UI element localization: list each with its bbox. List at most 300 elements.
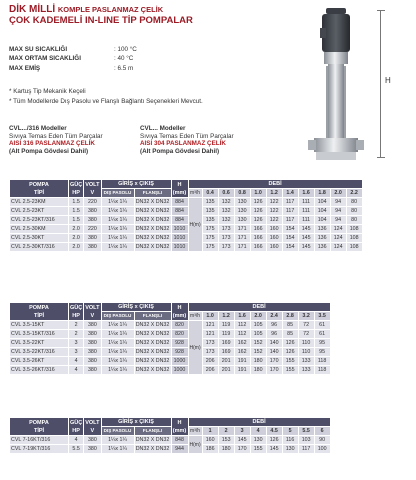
flow-value: 1.6 [235,312,250,320]
table-row [10,225,362,233]
voltage: 380 [84,216,100,224]
head-value: 124 [331,234,346,242]
flange-connection: DN32 X DN32 [135,331,170,337]
head-value: 170 [235,445,250,453]
height-mm: 884 [172,216,188,224]
flange-connection: DN32 X DN32 [135,199,170,205]
flange-connection: DN32 X DN32 [135,349,170,355]
flow-value: 5 [283,427,298,435]
head-value: 80 [347,216,362,224]
head-value: 116 [283,436,298,444]
threaded-connection: 1¼x 1¼ [102,339,134,347]
head-value: 104 [315,216,330,224]
head-value: 173 [219,234,234,242]
voltage: 380 [84,339,100,347]
head-value: 112 [235,321,250,329]
pump-model: CVL 2.5-23KM [10,198,68,206]
head-value: 191 [235,357,250,365]
head-value: 206 [203,357,218,365]
col-dis-pasolu: DIŞ PASOLU [102,189,134,197]
head-value: 132 [219,207,234,215]
col-giris: GİRİŞ x ÇIKIŞ [102,418,171,426]
spec-row [9,64,137,73]
head-value: 118 [315,366,330,374]
head-value: 169 [219,339,234,347]
flow-value: 2.0 [251,312,266,320]
threaded-connection: 1¼x 1¼ [102,348,134,356]
flow-value: 2.4 [267,312,282,320]
spec-table [9,417,331,454]
flange-connection: DN32 X DN32 [135,208,170,214]
head-value: 171 [235,243,250,251]
voltage: 380 [84,243,100,251]
head-value: 152 [251,348,266,356]
head-value: 145 [299,234,314,242]
head-value: 108 [347,234,362,242]
note: * Kartuş Tip Mekanik Keçeli [9,88,86,95]
pump-model: CVL 3.5-15KT [10,321,68,329]
height-mm: 820 [172,321,188,329]
col-pompa: POMPA TİPİ [10,418,68,435]
threaded-connection: 1¼x 1¼ [102,243,134,251]
head-value: 110 [299,348,314,356]
head-value: 160 [267,243,282,251]
table-row [10,207,362,215]
col-guc: GÜÇ HP [70,304,83,319]
head-value: 96 [267,330,282,338]
pump-model: CVL 3.5-22KT [10,339,68,347]
head-value: 206 [203,366,218,374]
head-value: 166 [251,225,266,233]
head-value: 124 [331,225,346,233]
head-value: 72 [299,321,314,329]
head-value: 118 [315,357,330,365]
head-value: 110 [299,339,314,347]
threaded-connection: 1¼x 1¼ [102,321,134,329]
head-value: 162 [235,348,250,356]
flange-connection: DN32 X DN32 [135,446,170,452]
flow-value: 2.8 [283,312,298,320]
head-value: 160 [267,234,282,242]
pump-model: CVL 2.5-30KT/316 [10,243,68,251]
head-value: 171 [235,225,250,233]
height-dimension-label: H [385,76,391,85]
head-value: 191 [235,366,250,374]
power-hp: 2 [69,321,83,329]
flow-value: 0.4 [203,189,218,197]
threaded-connection: 1¼x 1¼ [102,198,134,206]
head-value: 180 [251,366,266,374]
head-value: 201 [219,357,234,365]
head-value: 136 [315,234,330,242]
height-mm: 928 [172,348,188,356]
head-value: 121 [203,321,218,329]
head-value: 126 [251,207,266,215]
flange-connection: DN32 X DN32 [135,226,170,232]
model-right [140,125,234,155]
head-value: 155 [283,357,298,365]
col-debi: DEBİ [189,180,362,188]
spec-label: MAX EMİŞ [9,64,41,72]
head-value: 140 [267,339,282,347]
title-small: KOMPLE PASLANMAZ ÇELİK [57,5,164,14]
pump-model: CVL 3.5-26KT/316 [10,366,68,374]
threaded-connection: 1¼x 1¼ [102,207,134,215]
threaded-connection: 1¼x 1¼ [102,330,134,338]
height-mm: 1000 [172,366,188,374]
head-value: 94 [331,216,346,224]
head-value: 126 [267,436,282,444]
table-row [10,216,362,224]
flow-value: 2.2 [347,189,362,197]
col-pompa: POMPA TİPİ [10,180,68,197]
col-h: H (mm) [172,419,187,434]
head-value: 135 [203,198,218,206]
head-value: 122 [267,216,282,224]
head-value: 80 [347,207,362,215]
threaded-connection: 1¼x 1¼ [102,234,134,242]
table-row [10,330,330,338]
flow-value: 1.0 [203,312,218,320]
head-value: 130 [235,207,250,215]
table-row [10,348,330,356]
head-value: 130 [235,198,250,206]
head-value: 145 [267,445,282,453]
spec-row [9,45,137,54]
head-value: 201 [219,366,234,374]
flow-value: 3.5 [315,312,330,320]
flow-value: 3 [235,427,250,435]
flange-connection: DN32 X DN32 [135,358,170,364]
unit-m3h: m³/h [190,428,201,434]
head-value: 140 [267,348,282,356]
pump-model: CVL 3.5-22KT/316 [10,348,68,356]
power-hp: 1.5 [69,198,83,206]
head-value: 153 [219,436,234,444]
head-value: 152 [251,339,266,347]
flow-value: 2.0 [331,189,346,197]
model-right-heading: CVL... Modeller [140,125,186,132]
head-value: 96 [267,321,282,329]
height-mm: 1010 [172,243,188,251]
power-hp: 5.5 [69,445,83,453]
height-mm: 1010 [172,225,188,233]
head-value: 95 [315,348,330,356]
head-value: 145 [235,436,250,444]
pump-model: CVL 2.5-23KT [10,207,68,215]
head-value: 166 [251,234,266,242]
unit-head-m: H(m) [189,436,202,453]
flange-connection: DN32 X DN32 [135,437,170,443]
head-value: 117 [283,207,298,215]
flange-connection: DN32 X DN32 [135,244,170,250]
model-left-heading: CVL.../316 Modeller [9,125,67,132]
head-value: 103 [299,436,314,444]
head-value: 175 [203,243,218,251]
flange-connection: DN32 X DN32 [135,367,170,373]
spec-table [9,179,363,252]
head-value: 111 [299,198,314,206]
head-value: 166 [251,243,266,251]
col-dis-pasolu: DIŞ PASOLU [102,312,134,320]
flow-value: 6 [315,427,330,435]
voltage: 220 [84,225,100,233]
flow-value: 1.0 [251,189,266,197]
notes [9,87,203,107]
threaded-connection: 1¼x 1¼ [102,216,134,224]
head-value: 119 [219,321,234,329]
col-h: H (mm) [172,181,187,196]
model-left-line1: Sıvıya Temas Eden Tüm Parçalar [9,132,103,140]
note: * Tüm Modellerde Dış Pasolu ve Flanşlı Bağlantı Seçenekleri Mevcut. [9,98,203,105]
model-right-line1: Sıvıya Temas Eden Tüm Parçalar [140,132,234,140]
flow-value: 0.8 [235,189,250,197]
col-h: H (mm) [172,304,187,319]
head-value: 126 [251,216,266,224]
model-left-material: AISI 316 PASLANMAZ ÇELİK [9,140,95,148]
head-value: 175 [203,225,218,233]
power-hp: 1.5 [69,216,83,224]
power-hp: 4 [69,436,83,444]
height-mm: 1000 [172,357,188,365]
col-flansli: FLANŞLI [135,312,171,320]
voltage: 380 [84,321,100,329]
head-value: 124 [331,243,346,251]
head-value: 155 [283,366,298,374]
head-value: 94 [331,207,346,215]
head-value: 133 [299,357,314,365]
unit-head-m: H(m) [189,198,202,251]
height-mm: 928 [172,339,188,347]
head-value: 108 [347,243,362,251]
flange-connection: DN32 X DN32 [135,340,170,346]
flow-value: 2 [219,427,234,435]
head-value: 95 [315,339,330,347]
flange-connection: DN32 X DN32 [135,217,170,223]
head-value: 136 [315,225,330,233]
head-value: 112 [235,330,250,338]
head-value: 121 [203,330,218,338]
head-value: 175 [203,234,218,242]
height-mm: 1010 [172,234,188,242]
head-value: 173 [203,339,218,347]
voltage: 380 [84,330,100,338]
head-value: 162 [235,339,250,347]
head-value: 61 [315,330,330,338]
head-value: 130 [235,216,250,224]
head-value: 104 [315,198,330,206]
col-debi: DEBİ [189,418,330,426]
power-hp: 2.0 [69,234,83,242]
spec-value: : 100 °C [114,46,137,53]
power-hp: 2 [69,330,83,338]
col-flansli: FLANŞLI [135,427,171,435]
head-value: 180 [251,357,266,365]
head-value: 132 [219,198,234,206]
table-row [10,198,362,206]
head-value: 72 [299,330,314,338]
flow-value: 1.2 [267,189,282,197]
spec-row [9,54,137,63]
power-hp: 3 [69,339,83,347]
flange-connection: DN32 X DN32 [135,235,170,241]
head-value: 126 [283,348,298,356]
power-hp: 3 [69,348,83,356]
table-row [10,243,362,251]
head-value: 186 [203,445,218,453]
model-left-line3: (Alt Pompa Gövdesi Dahil) [9,147,89,155]
col-debi: DEBİ [189,303,330,311]
head-value: 122 [267,207,282,215]
head-value: 122 [267,198,282,206]
head-value: 126 [251,198,266,206]
flow-value: 1.4 [283,189,298,197]
table-row [10,357,330,365]
head-value: 136 [315,243,330,251]
head-value: 155 [251,445,266,453]
head-value: 160 [203,436,218,444]
pump-illustration [306,6,366,166]
head-value: 104 [315,207,330,215]
voltage: 380 [84,436,100,444]
head-value: 85 [283,321,298,329]
table-row [10,366,330,374]
height-mm: 944 [172,445,188,453]
unit-m3h: m³/h [190,190,201,196]
power-hp: 2.0 [69,243,83,251]
flow-value: 4.5 [267,427,282,435]
flow-value: 1.8 [315,189,330,197]
head-value: 170 [267,366,282,374]
head-value: 117 [283,216,298,224]
threaded-connection: 1¼x 1¼ [102,225,134,233]
head-value: 130 [283,445,298,453]
head-value: 173 [219,243,234,251]
head-value: 170 [267,357,282,365]
voltage: 380 [84,234,100,242]
head-value: 132 [219,216,234,224]
col-giris: GİRİŞ x ÇIKIŞ [102,303,171,311]
flow-value: 1.2 [219,312,234,320]
spec-value: : 6.5 m [114,64,134,72]
model-left [9,125,103,155]
threaded-connection: 1¼x 1¼ [102,366,134,374]
head-value: 135 [203,207,218,215]
col-volt: VOLT V [85,304,100,319]
spec-label: MAX SU SICAKLIĞI [9,46,68,53]
voltage: 380 [84,445,100,453]
height-mm: 820 [172,330,188,338]
unit-head-m: H(m) [189,321,202,374]
table-row [10,234,362,242]
unit-m3h: m³/h [190,313,201,319]
head-value: 133 [299,366,314,374]
table-row [10,321,330,329]
voltage: 380 [84,366,100,374]
head-value: 85 [283,330,298,338]
head-value: 94 [331,198,346,206]
height-mm: 884 [172,198,188,206]
flow-value: 1.6 [299,189,314,197]
voltage: 380 [84,348,100,356]
flow-value: 1 [203,427,218,435]
pump-model: CVL 2.5-30KT [10,234,68,242]
power-hp: 1.5 [69,207,83,215]
power-hp: 4 [69,366,83,374]
flow-value: 4 [251,427,266,435]
head-value: 100 [315,445,330,453]
pump-model: CVL 7-16KT/316 [10,436,68,444]
threaded-connection: 1¼x 1¼ [102,357,134,365]
head-value: 171 [235,234,250,242]
head-value: 119 [219,330,234,338]
col-guc: GÜÇ HP [70,419,83,434]
voltage: 380 [84,207,100,215]
flow-value: 5.5 [299,427,314,435]
head-value: 126 [283,339,298,347]
model-right-material: AISI 304 PASLANMAZ ÇELİK [140,140,226,148]
page-title [9,4,193,26]
head-value: 145 [299,243,314,251]
head-value: 160 [267,225,282,233]
col-volt: VOLT V [85,181,100,196]
title-line2: ÇOK KADEMELİ IN-LINE TİP POMPALAR [9,15,193,26]
head-value: 154 [283,243,298,251]
height-mm: 848 [172,436,188,444]
head-value: 180 [219,445,234,453]
pump-model: CVL 7-19KT/316 [10,445,68,453]
spec-value: : 40 °C [114,55,134,63]
head-value: 105 [251,321,266,329]
height-mm: 884 [172,207,188,215]
head-value: 111 [299,216,314,224]
head-value: 117 [283,198,298,206]
col-guc: GÜÇ HP [70,181,83,196]
head-value: 135 [203,216,218,224]
head-value: 154 [283,234,298,242]
voltage: 380 [84,357,100,365]
pump-model: CVL 3.5-15KT/316 [10,330,68,338]
spec-label: MAX ORTAM SICAKLIĞI [9,55,81,63]
pump-model: CVL 2.5-30KM [10,225,68,233]
col-dis-pasolu: DIŞ PASOLU [102,427,134,435]
head-value: 108 [347,225,362,233]
table-row [10,339,330,347]
spec-list [9,45,137,73]
threaded-connection: 1¼x 1¼ [102,445,134,453]
col-flansli: FLANŞLI [135,189,171,197]
pump-model: CVL 2.5-23KT/316 [10,216,68,224]
flow-value: 3.2 [299,312,314,320]
power-hp: 2.0 [69,225,83,233]
pump-model: CVL 3.5-26KT [10,357,68,365]
model-right-line3: (Alt Pompa Gövdesi Dahil) [140,147,220,155]
title-prefix: DİK MİLLİ [9,4,56,15]
head-value: 80 [347,198,362,206]
head-value: 105 [251,330,266,338]
head-value: 117 [299,445,314,453]
head-value: 61 [315,321,330,329]
head-value: 154 [283,225,298,233]
flow-value: 0.6 [219,189,234,197]
table-row [10,436,330,444]
head-value: 173 [203,348,218,356]
head-value: 145 [299,225,314,233]
spec-table [9,302,331,375]
col-volt: VOLT V [85,419,100,434]
head-value: 90 [315,436,330,444]
table-row [10,445,330,453]
